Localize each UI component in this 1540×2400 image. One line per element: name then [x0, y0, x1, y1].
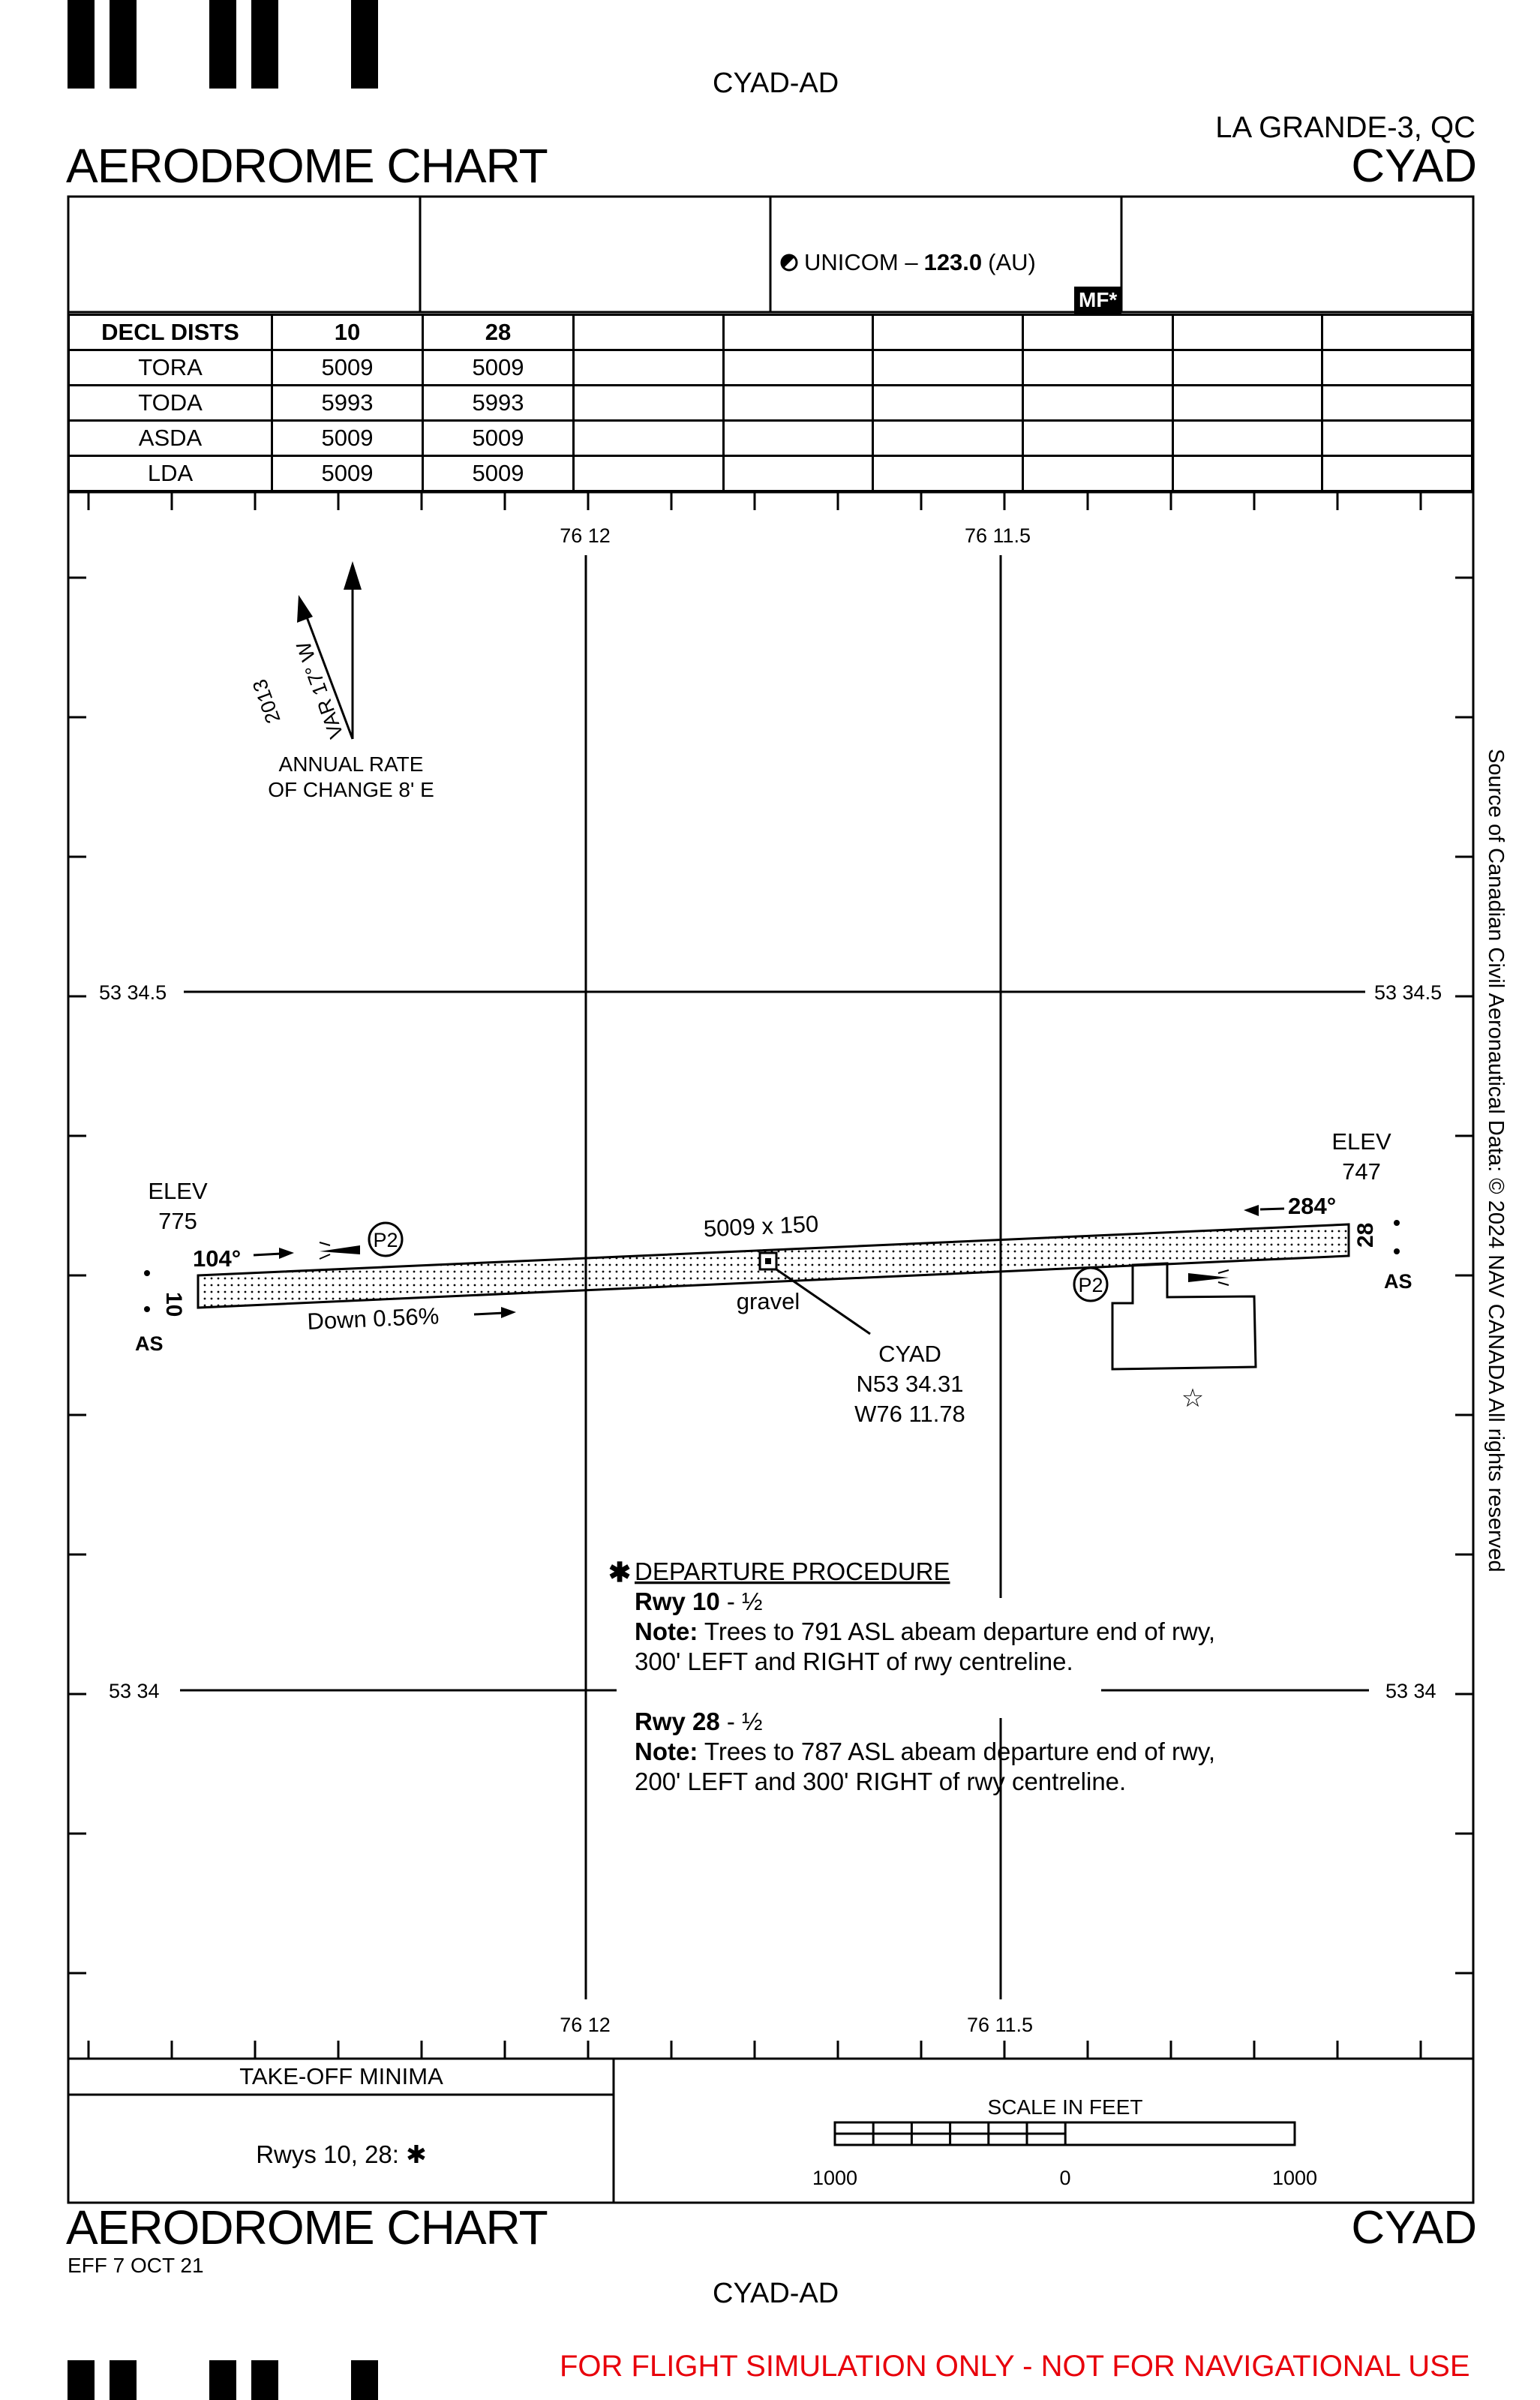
- rwy28-dep-value: - ½: [719, 1708, 763, 1735]
- table-cell: 5993: [272, 386, 423, 421]
- rwy28-heading-arrow-icon: [1244, 1205, 1284, 1216]
- rwy10-note-text: Trees to 791 ASL abeam departure end of rwy,: [698, 1618, 1216, 1645]
- svg-text:Note: Trees to 787 ASL abeam d: [635, 1738, 1215, 1765]
- index-bar: [110, 2360, 137, 2400]
- unicom-frequency: 123.0: [923, 249, 983, 275]
- table-cell: TODA: [69, 386, 272, 421]
- table-cell: 5009: [272, 350, 423, 386]
- table-cell: 5009: [423, 421, 574, 456]
- scale-zero: 0: [1059, 2167, 1071, 2189]
- table-cell: 5993: [423, 386, 574, 421]
- grid-label-lon: 76 12: [560, 524, 611, 547]
- top-chart-code: CYAD-AD: [713, 68, 839, 99]
- chart-frame: [68, 197, 1473, 2203]
- chart-title: AERODROME CHART: [66, 139, 548, 193]
- papi-label: P2: [373, 1229, 398, 1251]
- unicom-suffix: (AU): [988, 249, 1036, 275]
- table-cell: 5009: [423, 456, 574, 491]
- annual-rate-label: ANNUAL RATE: [278, 752, 424, 776]
- svg-text:Rwy 10 - ½: [635, 1587, 763, 1615]
- rwy10-elev-label: ELEV: [148, 1178, 208, 1204]
- scale-left: 1000: [812, 2167, 858, 2189]
- departure-title: DEPARTURE PROCEDURE: [635, 1557, 950, 1585]
- grid-label-lon: 76 12: [560, 2014, 611, 2036]
- lighting-dot-icon: [144, 1306, 150, 1312]
- index-bar: [209, 2360, 236, 2400]
- rwy28-note-text: Trees to 787 ASL abeam departure end of rwy,: [698, 1738, 1216, 1765]
- index-bar: [351, 2360, 378, 2400]
- table-cell: 5009: [272, 421, 423, 456]
- table-cell: 5009: [272, 456, 423, 491]
- location-name: LA GRANDE-3, QC: [1215, 111, 1475, 144]
- source-credit: Source of Canadian Civil Aeronautical Data: © 2024 NAV CANADA All rights reserved: [1484, 749, 1508, 1572]
- grid-label-lat: 53 34: [109, 1680, 160, 1702]
- star-icon: ☆: [1181, 1384, 1205, 1413]
- disclaimer: FOR FLIGHT SIMULATION ONLY - NOT FOR NAVIGATIONAL USE: [560, 2350, 1470, 2383]
- rwy10-heading-arrow-icon: [254, 1248, 294, 1259]
- table-cell: LDA: [69, 456, 272, 491]
- table-header-cell: 10: [272, 315, 423, 350]
- magnetic-variation: VAR 17° W: [292, 638, 348, 742]
- footer-chart-code: CYAD-AD: [713, 2278, 839, 2309]
- papi-icon: [320, 1223, 402, 1259]
- rwy10-elevation: 775: [158, 1208, 197, 1234]
- runway-surface: gravel: [736, 1288, 800, 1314]
- index-bar: [251, 2360, 278, 2400]
- table-cell: ASDA: [69, 421, 272, 456]
- table-cell: 5009: [423, 350, 574, 386]
- slope-arrow-icon: [474, 1307, 516, 1318]
- effective-date: EFF 7 OCT 21: [68, 2254, 204, 2277]
- rwy10-note-text: 300' LEFT and RIGHT of rwy centreline.: [635, 1648, 1073, 1675]
- icao-code: CYAD: [1351, 140, 1477, 192]
- lighting-dot-icon: [1394, 1220, 1400, 1226]
- svg-text:Note: Trees to 791 ASL abeam d: [635, 1618, 1215, 1645]
- asterisk-icon: ✱: [608, 1557, 632, 1587]
- rwy10-heading: 104°: [193, 1245, 242, 1272]
- lighting-dot-icon: [144, 1270, 150, 1276]
- rwy28-note-text: 200' LEFT and 300' RIGHT of rwy centreline.: [635, 1768, 1127, 1795]
- rwy10-number: 10: [161, 1292, 186, 1317]
- scale-right: 1000: [1271, 2167, 1318, 2189]
- table-cell: TORA: [69, 350, 272, 386]
- rwy28-dep-label: Rwy 28: [635, 1708, 720, 1735]
- rwy10-dep-label: Rwy 10: [635, 1587, 720, 1615]
- grid-label-lat: 53 34.5: [1374, 981, 1442, 1004]
- note-label: Note:: [635, 1618, 698, 1645]
- rwy28-elev-label: ELEV: [1331, 1128, 1391, 1155]
- svg-text:Rwy 28 - ½: [635, 1708, 763, 1735]
- rwy28-elevation: 747: [1342, 1158, 1381, 1185]
- footer-icao: CYAD: [1351, 2202, 1477, 2254]
- rwy28-as: AS: [1384, 1270, 1412, 1293]
- departure-procedure: [608, 1557, 1215, 1795]
- rwy10-dep-value: - ½: [719, 1587, 763, 1615]
- index-bar: [68, 2360, 95, 2400]
- annual-rate-label: OF CHANGE 8' E: [268, 778, 434, 801]
- arp-latitude: N53 34.31: [856, 1371, 964, 1397]
- arp-name: CYAD: [878, 1341, 941, 1367]
- mf-badge: MF*: [1074, 287, 1121, 314]
- papi-label: P2: [1078, 1274, 1103, 1296]
- rwy28-number: 28: [1353, 1222, 1378, 1248]
- apron-outline: [1112, 1263, 1256, 1369]
- grid-label-lon: 76 11.5: [966, 2014, 1034, 2036]
- table-header-cell: DECL DISTS: [69, 315, 272, 350]
- rwy28-heading: 284°: [1288, 1193, 1337, 1219]
- scale-title: SCALE IN FEET: [987, 2095, 1143, 2119]
- takeoff-minima-title: TAKE-OFF MINIMA: [239, 2063, 443, 2089]
- grid-label-lat: 53 34: [1385, 1680, 1436, 1702]
- rwy10-as: AS: [135, 1332, 164, 1355]
- magnetic-variation-year: 2013: [248, 676, 285, 727]
- footer-chart-title: AERODROME CHART: [66, 2200, 548, 2254]
- note-label: Note:: [635, 1738, 698, 1765]
- runway-slope: Down 0.56%: [306, 1302, 440, 1335]
- grid-label-lon: 76 11.5: [964, 524, 1031, 547]
- lighting-dot-icon: [1394, 1248, 1400, 1254]
- grid-label-lat: 53 34.5: [99, 981, 167, 1004]
- unicom-label: UNICOM –: [804, 249, 918, 275]
- runway-dimensions: 5009 x 150: [703, 1210, 819, 1242]
- takeoff-minima-value: Rwys 10, 28: ✱: [256, 2140, 427, 2168]
- table-header-cell: 28: [423, 315, 574, 350]
- arp-longitude: W76 11.78: [854, 1401, 965, 1427]
